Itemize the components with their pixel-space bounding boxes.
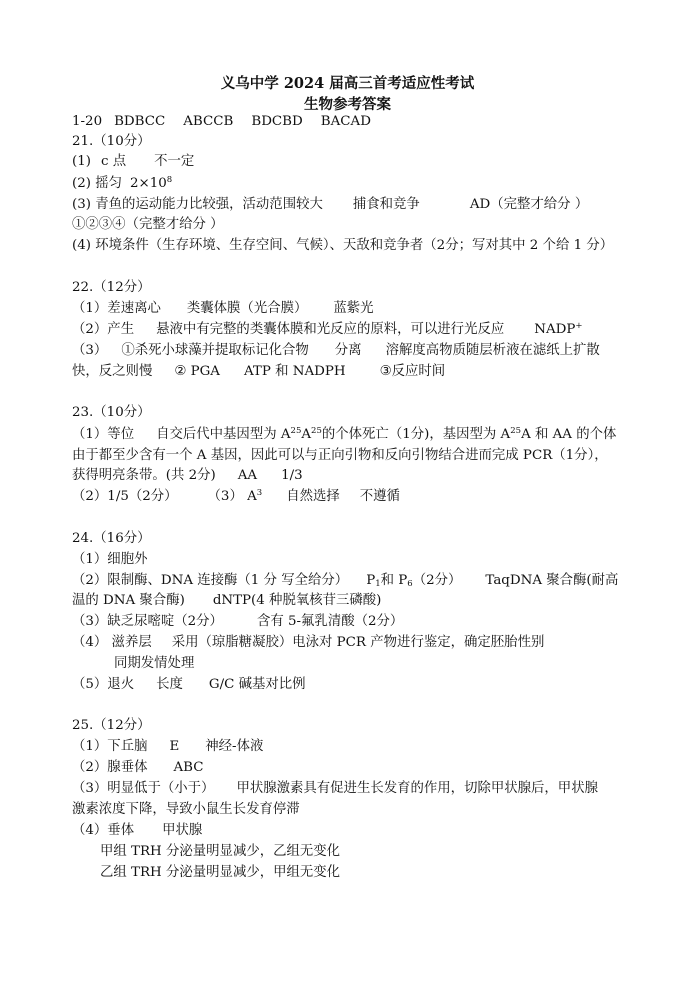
mc-group: ABCCB [183,114,234,129]
q25-answer-3b: 激素浓度下降，导致小鼠生长发育停滞 [72,802,300,817]
q21-answer-3 [72,196,588,214]
answer-fragment: 25 [510,426,522,436]
answer-fragment: （2分） [412,573,462,588]
q22-answer-3 [72,342,600,360]
answer-fragment: （1）下丘脑 [72,739,148,754]
answer-fragment: 的个体死亡（1分)，基因型为 A [321,427,511,442]
q24-answer-4b: 同期发情处理 [114,656,195,671]
answer-fragment: 2×10 [130,176,167,191]
answer-fragment: ATP 和 NADPH [243,364,346,379]
q22-answer-2 [72,321,583,339]
answer-fragment: (3) 青鱼的运动能力比较强，活动范围较大 [72,197,323,212]
mc-group: BACAD [320,114,371,129]
answer-fragment: c 点 [100,154,127,169]
answer-fragment: (2) 摇匀 [72,176,123,191]
answer-fragment: (1) [72,154,91,169]
q25-answer-3 [72,780,598,798]
mc-group: BDCBD [251,114,303,129]
answer-fragment: 甲状腺 [162,823,203,838]
answer-fragment: TaqDNA 聚合酶(耐高 [485,573,619,588]
answer-fragment: 含有 5-氟乳清酸（2分） [256,614,404,629]
q25-answer-1 [72,738,263,756]
answer-fragment: ③反应时间 [379,364,446,379]
answer-fragment: + [575,321,583,331]
answer-fragment: AA [237,468,258,483]
mc-range: 1-20 [72,114,103,129]
q24-answer-2 [72,572,618,590]
q25-header: 25.（12分） [72,718,151,733]
q24-answer-1: （1）细胞外 [72,552,148,567]
answer-fragment: 溶解度高物质随层析液在滤纸上扩散 [385,343,600,358]
q25-answer-4 [72,822,202,840]
answer-fragment: （2）限制酶、DNA 连接酶（1 分 写全给分） [72,573,349,588]
answer-fragment: （1）差速离心 [72,301,161,316]
q23-answer-1c [72,467,303,485]
mc-group: BDBCC [114,114,166,129]
answer-fragment: 6 [407,579,413,589]
q21-answer-4: (4) 环境条件（生存环境、生存空间、气候）、天敌和竞争者（2分；写对其中 2 个给 1 分） [72,238,614,253]
answer-fragment: 甲状腺激素具有促进生长发育的作用，切除甲状腺后，甲状腺 [236,781,598,796]
q24-header: 24.（16分） [72,531,151,546]
answer-fragment: 自然选择 [286,489,340,504]
q25-answer-4b: 甲组 TRH 分泌量明显减少，乙组无变化 [100,844,341,859]
answer-fragment: （2）腺垂体 [72,760,148,775]
answer-fragment: NADP [534,322,576,337]
answer-fragment: P [366,573,376,588]
answer-fragment: 悬液中有完整的类囊体膜和光反应的原料，可以进行光反应 [156,322,505,337]
answer-fragment: （5）退火 [72,677,135,692]
q25-answer-2 [72,759,204,777]
answer-fragment: （2）产生 [72,322,135,337]
answer-fragment: 温的 DNA 聚合酶) [72,593,185,608]
q24-answer-3 [72,613,403,631]
q22-answer-1 [72,300,374,318]
answer-fragment: 获得明亮条带。(共 2分) [72,468,216,483]
answer-fragment: 采用（琼脂糖凝胶）电泳对 PCR 产物进行鉴定，确定胚胎性别 [171,635,545,650]
q21-answer-3b: ①②③④（完整才给分 ） [72,217,224,232]
answer-fragment: 不一定 [154,154,195,169]
answer-fragment: 类囊体膜（光合膜） [186,301,308,316]
answer-fragment: ② PGA [174,364,220,379]
answer-fragment: ABC [173,760,204,775]
answer-fragment: （3） [72,343,108,358]
document-subtitle: 生物参考答案 [304,96,391,113]
answer-fragment: （1）等位 [72,427,135,442]
q25-answer-4c: 乙组 TRH 分泌量明显减少，甲组无变化 [100,865,341,880]
answer-fragment: A [301,427,312,442]
q24-answer-4 [72,634,544,652]
answer-fragment: 神经-体液 [205,739,264,754]
answer-fragment: 3 [256,488,263,498]
answer-fragment: 1 [375,579,381,589]
answer-fragment: （3） A [207,489,257,504]
q24-answer-2b [72,592,381,610]
answer-fragment: A 和 AA 的个体 [521,427,617,442]
answer-fragment: 25 [311,426,322,436]
q23-answer-1b: 由于都至少含有一个 A 基因，因此可以与正向引物和反向引物结合进而完成 PCR（1分）， [72,448,608,463]
answer-fragment: 1/3 [281,468,303,483]
q21-answer-1 [72,153,194,171]
answer-fragment: （2）1/5（2分） [72,489,178,504]
answer-fragment: 8 [166,175,173,185]
answer-fragment: （4） 滋养层 [72,635,152,650]
answer-fragment: E [169,739,180,754]
answer-fragment: 捕食和竞争 [352,197,420,212]
answer-fragment: （3）缺乏尿嘧啶（2分） [72,614,223,629]
answer-fragment: （4）垂体 [72,823,135,838]
q21-answer-2 [72,175,172,193]
answer-fragment: 25 [290,426,302,436]
q23-answer-1 [72,426,616,444]
answer-fragment: 快，反之则慢 [72,364,153,379]
q23-header: 23.（10分） [72,405,151,420]
q23-answer-2 [72,488,400,506]
answer-fragment: （3）明显低于（小于） [72,781,215,796]
answer-fragment: 分离 [334,343,362,358]
q24-answer-5 [72,676,306,694]
answer-fragment: dNTP(4 种脱氧核苷三磷酸) [212,593,382,608]
answer-fragment: G/C 碱基对比例 [208,677,306,692]
q22-header: 22.（12分） [72,280,151,295]
q22-answer-3b [72,363,445,381]
q21-header: 21.（10分） [72,134,151,149]
mc-answer-line [72,113,371,131]
answer-fragment: 不遵循 [359,489,400,504]
answer-fragment: ①杀死小球藻并提取标记化合物 [121,343,309,358]
answer-fragment: 和 P [380,573,408,588]
answer-fragment: AD（完整才给分 ） [469,197,589,212]
document-title: 义乌中学 2024 届高三首考适应性考试 [220,75,475,92]
answer-fragment: 自交后代中基因型为 A [156,427,291,442]
answer-fragment: 长度 [156,677,183,692]
answer-fragment: 蓝紫光 [333,301,374,316]
